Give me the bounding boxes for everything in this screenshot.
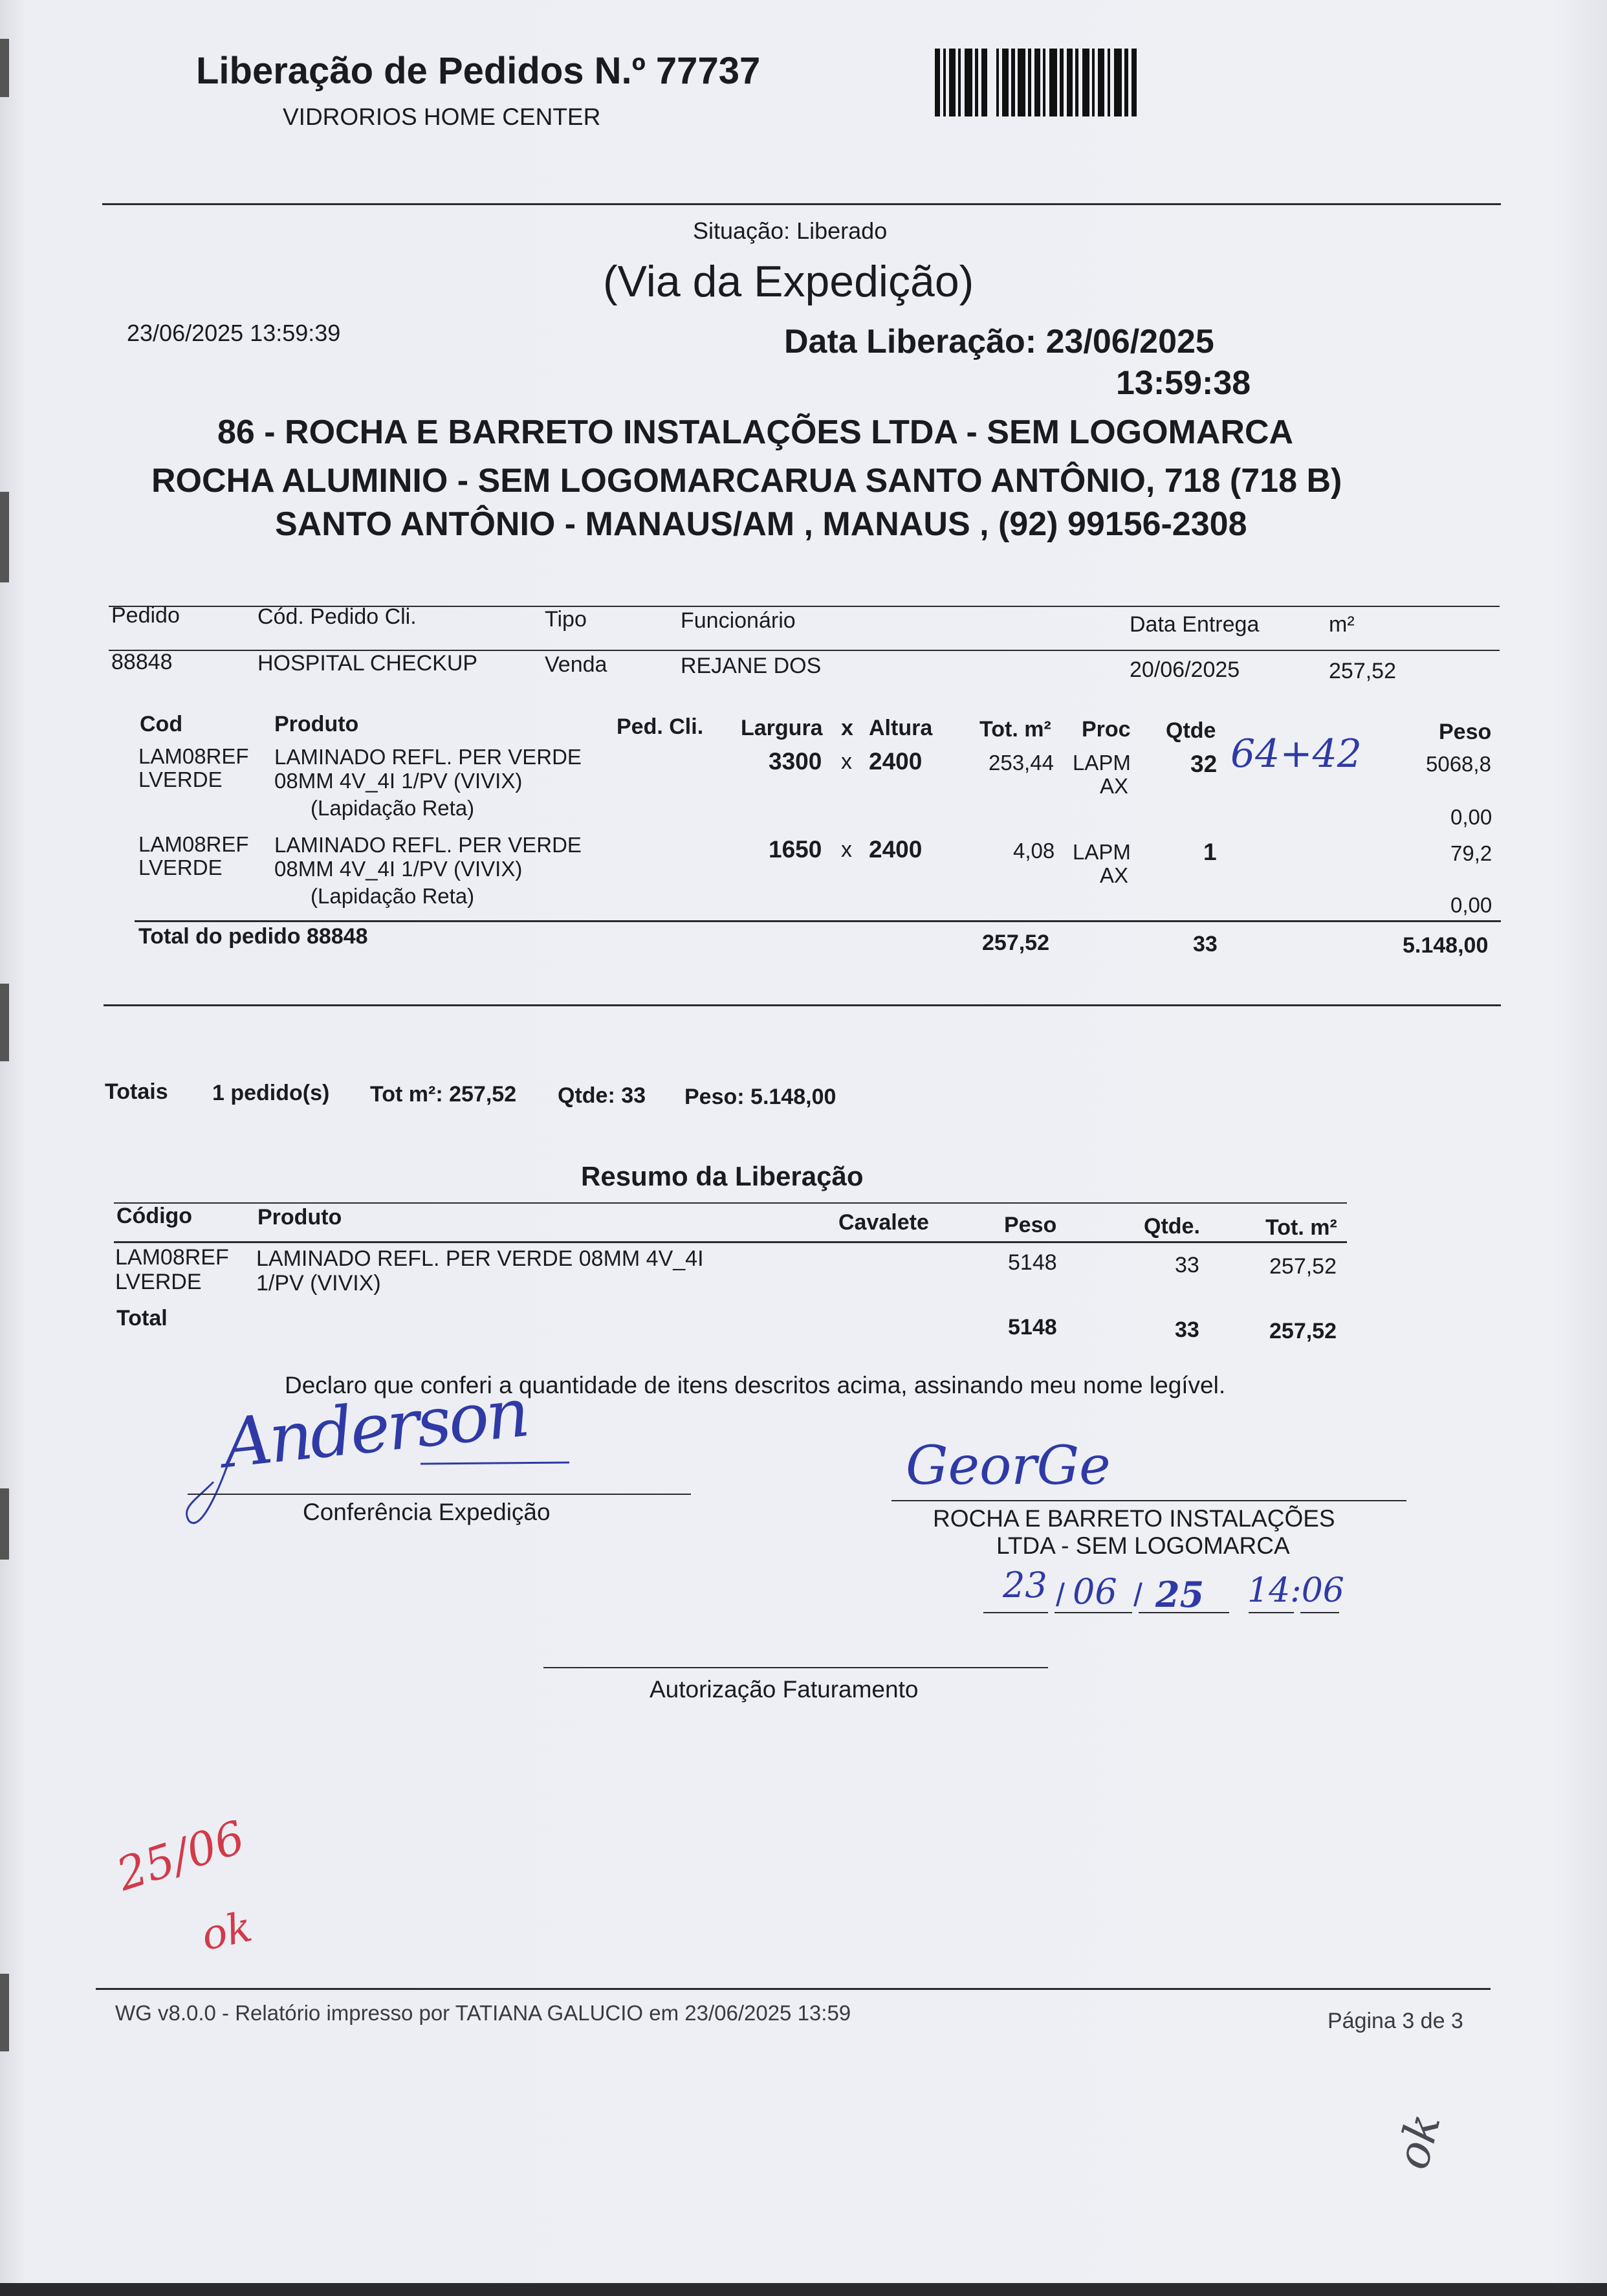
scan-artifact: [0, 492, 9, 582]
col-header-m2: m²: [1329, 612, 1355, 637]
summary-product: LAMINADO REFL. PER VERDE 08MM 4V_4I: [256, 1246, 704, 1271]
item-1-height: 2400: [869, 748, 923, 775]
divider: [102, 203, 1501, 205]
declaration-text: Declaro que conferi a quantidade de itens descritos acima, assinando meu nome legível.: [285, 1372, 1226, 1398]
item-2-proc-2: AX: [1100, 863, 1129, 887]
col-header-funcionario: Funcionário: [681, 608, 796, 633]
summary-col-peso: Peso: [1004, 1213, 1057, 1237]
red-ok-note: ok: [197, 1903, 257, 1961]
date-separator: /: [1056, 1577, 1065, 1613]
corner-ok-mark: ok: [1385, 2108, 1451, 2175]
signature-left: Anderson: [219, 1373, 531, 1483]
item-2-proc: LAPM: [1073, 840, 1131, 864]
totals-m2: Tot m²: 257,52: [370, 1082, 517, 1107]
red-date-note: 25/06: [110, 1810, 251, 1901]
col-header-qtde: Qtde: [1166, 718, 1216, 743]
divider: [96, 1988, 1491, 1990]
handwritten-date-day: 23: [1003, 1565, 1047, 1606]
col-header-cod-pedido-cli: Cód. Pedido Cli.: [257, 604, 417, 629]
summary-title: Resumo da Liberação: [581, 1161, 864, 1191]
item-2-width: 1650: [769, 836, 822, 863]
item-2-weight: 79,2: [1450, 841, 1492, 865]
item-1-proc-2: AX: [1100, 774, 1129, 798]
release-time: 13:59:38: [1116, 364, 1251, 402]
authorization-caption: Autorização Faturamento: [650, 1676, 919, 1703]
item-1-weight-2: 0,00: [1450, 805, 1492, 829]
order-number: 88848: [111, 650, 173, 674]
scan-artifact: [0, 39, 9, 97]
order-type: Venda: [545, 652, 607, 677]
item-1-proc: LAPM: [1073, 751, 1131, 775]
divider: [135, 920, 1501, 922]
col-header-produto: Produto: [274, 712, 359, 736]
item-2-qty: 1: [1203, 839, 1217, 865]
col-header-x: x: [841, 716, 853, 740]
client-line-3: SANTO ANTÔNIO - MANAUS/AM , MANAUS , (92) 99156-2308: [275, 505, 1247, 543]
client-line-2: ROCHA ALUMINIO - SEM LOGOMARCARUA SANTO ANTÔNIO, 718 (718 B): [151, 462, 1342, 500]
summary-tot-m2: 257,52: [1269, 1254, 1337, 1279]
employee: REJANE DOS: [681, 654, 822, 678]
client-order-code: HOSPITAL CHECKUP: [257, 651, 478, 676]
company-name: VIDRORIOS HOME CENTER: [283, 104, 601, 130]
col-header-largura: Largura: [741, 716, 823, 740]
via-label: (Via da Expedição): [603, 257, 974, 306]
handwritten-date-year: 25: [1155, 1574, 1205, 1615]
summary-total-label: Total: [116, 1306, 168, 1330]
footer-report-info: WG v8.0.0 - Relatório impresso por TATIANA GALUCIO em 23/06/2025 13:59: [115, 2001, 851, 2025]
summary-product-2: 1/PV (VIVIX): [256, 1271, 381, 1296]
divider: [114, 1202, 1347, 1204]
divider: [114, 1241, 1347, 1243]
totals-weight: Peso: 5.148,00: [684, 1085, 836, 1109]
scan-artifact: [0, 1488, 9, 1560]
status-label: Situação: Liberado: [693, 217, 888, 244]
signature-line-left: [188, 1494, 691, 1495]
item-1-weight: 5068,8: [1426, 752, 1491, 776]
col-header-cod: Cod: [140, 712, 183, 736]
item-1-product: LAMINADO REFL. PER VERDE: [274, 745, 582, 769]
date-separator: /: [1133, 1577, 1142, 1613]
item-1-code: LAM08REF: [138, 744, 249, 768]
item-1-processing-note: (Lapidação Reta): [311, 796, 475, 820]
summary-total-qty: 33: [1175, 1318, 1199, 1342]
item-2-height: 2400: [869, 836, 923, 863]
order-m2: 257,52: [1329, 659, 1396, 683]
item-2-product: LAMINADO REFL. PER VERDE: [274, 833, 582, 857]
handwritten-date-month: 06: [1073, 1571, 1117, 1612]
item-2-x: x: [841, 837, 852, 862]
item-1-tot-m2: 253,44: [989, 751, 1054, 775]
barcode: [935, 49, 1181, 116]
item-2-code: LAM08REF: [138, 832, 249, 856]
signature-line-right: [891, 1500, 1406, 1501]
summary-qty: 33: [1175, 1253, 1199, 1277]
item-1-width: 3300: [769, 748, 822, 775]
scan-artifact: [0, 984, 9, 1061]
signature-right: GeorGe: [906, 1435, 1111, 1497]
summary-col-cavalete: Cavalete: [838, 1210, 929, 1235]
summary-code-2: LVERDE: [115, 1270, 202, 1294]
summary-col-qtde: Qtde.: [1144, 1214, 1200, 1239]
summary-code: LAM08REF: [115, 1245, 229, 1270]
date-underline: [983, 1610, 1346, 1615]
item-2-product-2: 08MM 4V_4I 1/PV (VIVIX): [274, 857, 523, 881]
item-2-tot-m2: 4,08: [1013, 839, 1055, 863]
delivery-date: 20/06/2025: [1130, 657, 1240, 682]
totals-orders: 1 pedido(s): [212, 1081, 330, 1105]
col-header-tot-m2: Tot. m²: [979, 717, 1051, 742]
handwritten-qty-note: 64+42: [1230, 731, 1362, 777]
order-total-label: Total do pedido 88848: [138, 924, 368, 949]
release-date: Data Liberação: 23/06/2025: [784, 323, 1214, 360]
signature-line-authorization: [543, 1667, 1048, 1668]
col-header-data-entrega: Data Entrega: [1130, 612, 1260, 637]
item-2-code-2: LVERDE: [138, 855, 223, 879]
item-2-processing-note: (Lapidação Reta): [311, 884, 475, 908]
col-header-ped-cli: Ped. Cli.: [617, 714, 704, 739]
scan-bottom-edge: [0, 2283, 1607, 2296]
item-1-product-2: 08MM 4V_4I 1/PV (VIVIX): [274, 769, 523, 793]
col-header-tipo: Tipo: [545, 607, 587, 632]
totals-label: Totais: [105, 1079, 168, 1104]
summary-col-codigo: Código: [116, 1204, 193, 1228]
divider: [104, 1004, 1501, 1006]
col-header-pedido: Pedido: [111, 603, 180, 628]
item-1-code-2: LVERDE: [138, 767, 223, 791]
summary-col-tot-m2: Tot. m²: [1265, 1215, 1337, 1240]
summary-col-produto: Produto: [257, 1205, 342, 1230]
totals-qty: Qtde: 33: [558, 1083, 646, 1108]
signature-right-caption-1: ROCHA E BARRETO INSTALAÇÕES: [933, 1505, 1335, 1532]
col-header-proc: Proc: [1082, 717, 1131, 742]
handwritten-time: 14:06: [1247, 1571, 1344, 1610]
summary-total-weight: 5148: [1008, 1315, 1057, 1340]
signature-right-caption-2: LTDA - SEM LOGOMARCA: [996, 1532, 1290, 1559]
page-title: Liberação de Pedidos N.º 77737: [196, 50, 761, 92]
footer-page-number: Página 3 de 3: [1328, 2009, 1463, 2033]
order-total-qty: 33: [1193, 932, 1218, 956]
item-1-x: x: [841, 749, 852, 774]
item-2-weight-2: 0,00: [1450, 893, 1492, 917]
signature-left-caption: Conferência Expedição: [303, 1499, 551, 1525]
item-1-qty: 32: [1190, 751, 1218, 777]
col-header-altura: Altura: [869, 716, 933, 740]
order-total-m2: 257,52: [982, 931, 1049, 955]
client-line-1: 86 - ROCHA E BARRETO INSTALAÇÕES LTDA - SEM LOGOMARCA: [217, 414, 1294, 451]
summary-weight: 5148: [1008, 1250, 1057, 1275]
col-header-peso: Peso: [1439, 720, 1492, 744]
order-total-weight: 5.148,00: [1403, 933, 1489, 958]
summary-total-m2: 257,52: [1269, 1319, 1337, 1343]
scan-artifact: [0, 1974, 9, 2051]
print-datetime: 23/06/2025 13:59:39: [127, 320, 341, 346]
